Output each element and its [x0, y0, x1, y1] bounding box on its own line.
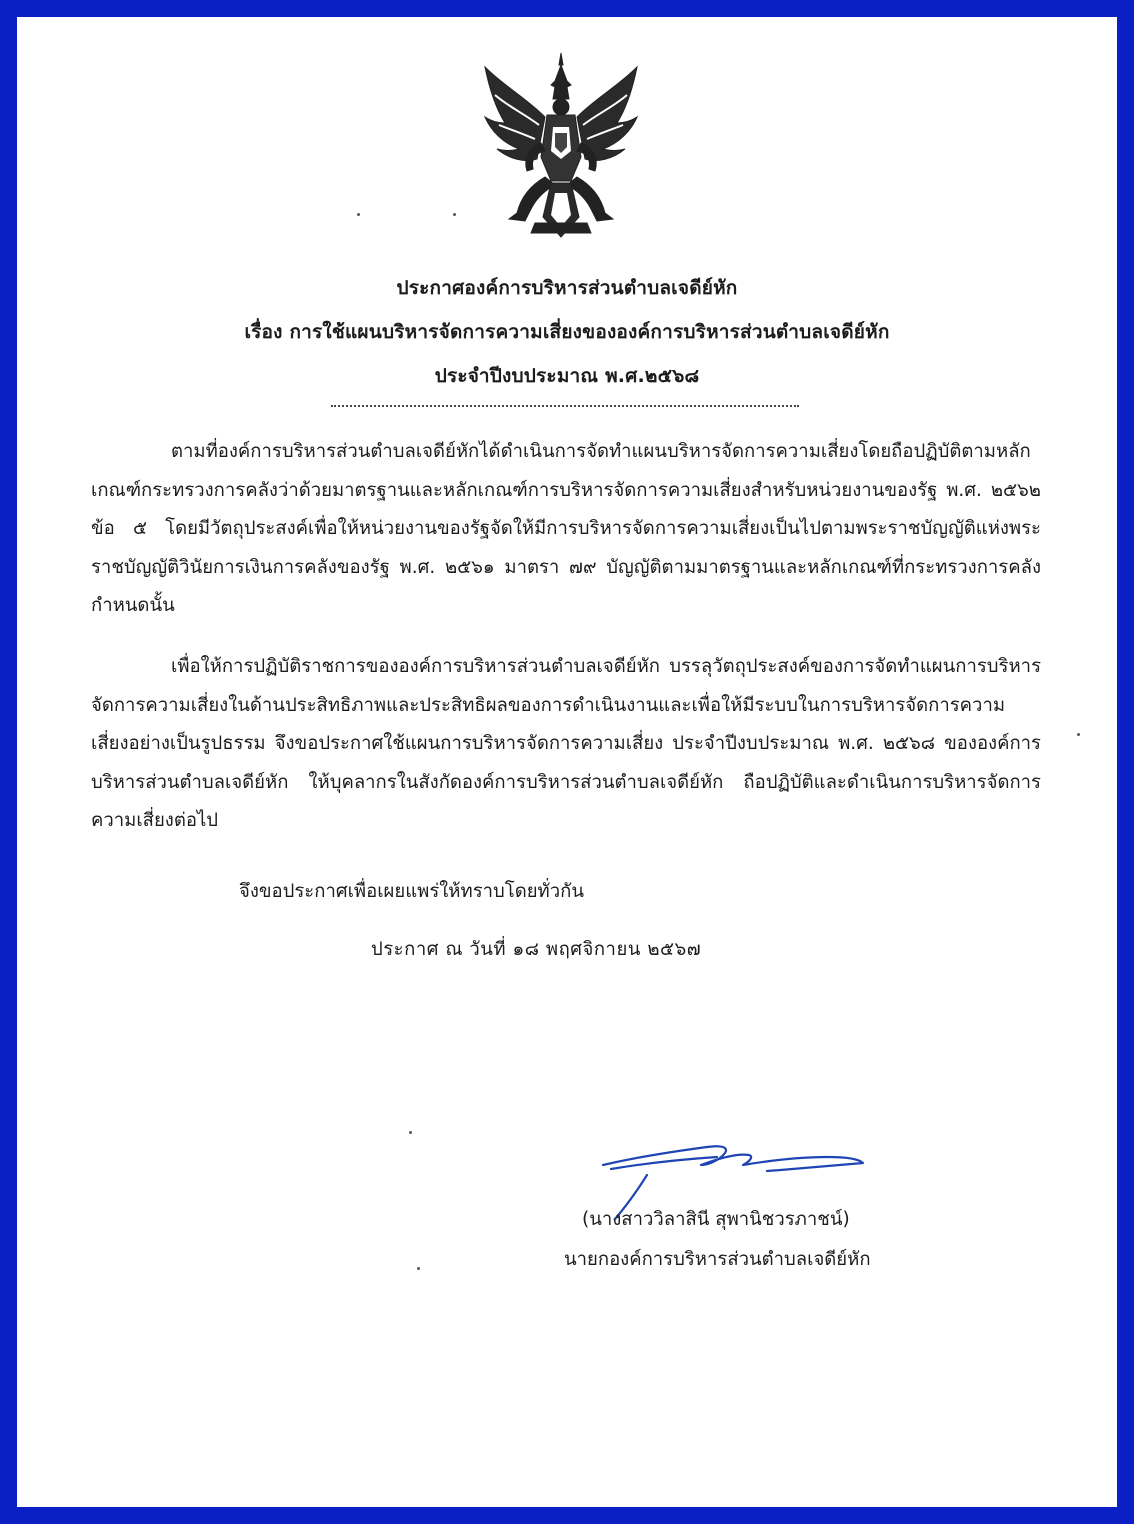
scan-speck — [453, 213, 456, 216]
dotted-separator — [331, 405, 799, 407]
announcement-page — [17, 17, 1117, 1507]
closing-statement: จึงขอประกาศเพื่อเผยแพร่ให้ทราบโดยทั่วกัน — [239, 881, 584, 902]
body-paragraph-1: ตามที่องค์การบริหารส่วนตำบลเจดีย์หักได้ดำเนินการจัดทำแผนบริหารจัดการความเสี่ยงโดยถือปฏิบัติตามหลักเกณฑ์กระทรวงการคลังว่าด้วยมาตรฐานและหลักเกณฑ์การบริหารจัดการความเสี่ยงสำหรับหน่วยงานของรัฐ พ.ศ. ๒๕๖๒ ข้อ ๕ โดยมีวัตถุประสงค์เพื่อให้หน่วยงานของรัฐจัดให้มีการบริหารจัดการความเสี่ยงเป็นไปตามพระราชบัญญัติแห่งพระราชบัญญัติวินัยการเงินการคลังของรัฐ พ.ศ. ๒๕๖๑ มาตรา ๗๙ บัญญัติตามมาตรฐานและหลักเกณฑ์ที่กระทรวงการคลังกำหนดนั้น — [91, 441, 1041, 616]
scan-speck — [357, 213, 360, 216]
scan-speck — [1077, 733, 1080, 736]
signer-name: (นางสาววิลาสินี สุพานิชวรภาชน์) — [582, 1209, 850, 1230]
body-paragraph-2: เพื่อให้การปฏิบัติราชการขององค์การบริหารส่วนตำบลเจดีย์หัก บรรลุวัตถุประสงค์ของการจัดทำแผนการบริหารจัดการความเสี่ยงในด้านประสิทธิภาพและประสิทธิผลของการดำเนินงานและเพื่อให้มีระบบในการบริหารจัดการความเสี่ยงอย่างเป็นรูปธรรม จึงขอประกาศใช้แผนการบริหารจัดการความเสี่ยง ประจำปีงบประมาณ พ.ศ. ๒๕๖๘ ขององค์การบริหารส่วนตำบลเจดีย์หัก ให้บุคลากรในสังกัดองค์การบริหารส่วนตำบลเจดีย์หัก ถือปฏิบัติและดำเนินการบริหารจัดการความเสี่ยงต่อไป — [91, 656, 1041, 831]
announcement-subject: เรื่อง การใช้แผนบริหารจัดการความเสี่ยงขององค์การบริหารส่วนตำบลเจดีย์หัก — [244, 321, 890, 343]
fiscal-year-line: ประจำปีงบประมาณ พ.ศ.๒๕๖๘ — [434, 365, 700, 387]
announcement-date: ประกาศ ณ วันที่ ๑๘ พฤศจิกายน ๒๕๖๗ — [371, 939, 702, 960]
garuda-emblem-icon — [475, 47, 647, 247]
signer-title: นายกองค์การบริหารส่วนตำบลเจดีย์หัก — [564, 1249, 871, 1270]
scan-speck — [409, 1131, 412, 1134]
scan-speck — [417, 1267, 420, 1270]
announcement-heading: ประกาศองค์การบริหารส่วนตำบลเจดีย์หัก — [396, 277, 738, 299]
